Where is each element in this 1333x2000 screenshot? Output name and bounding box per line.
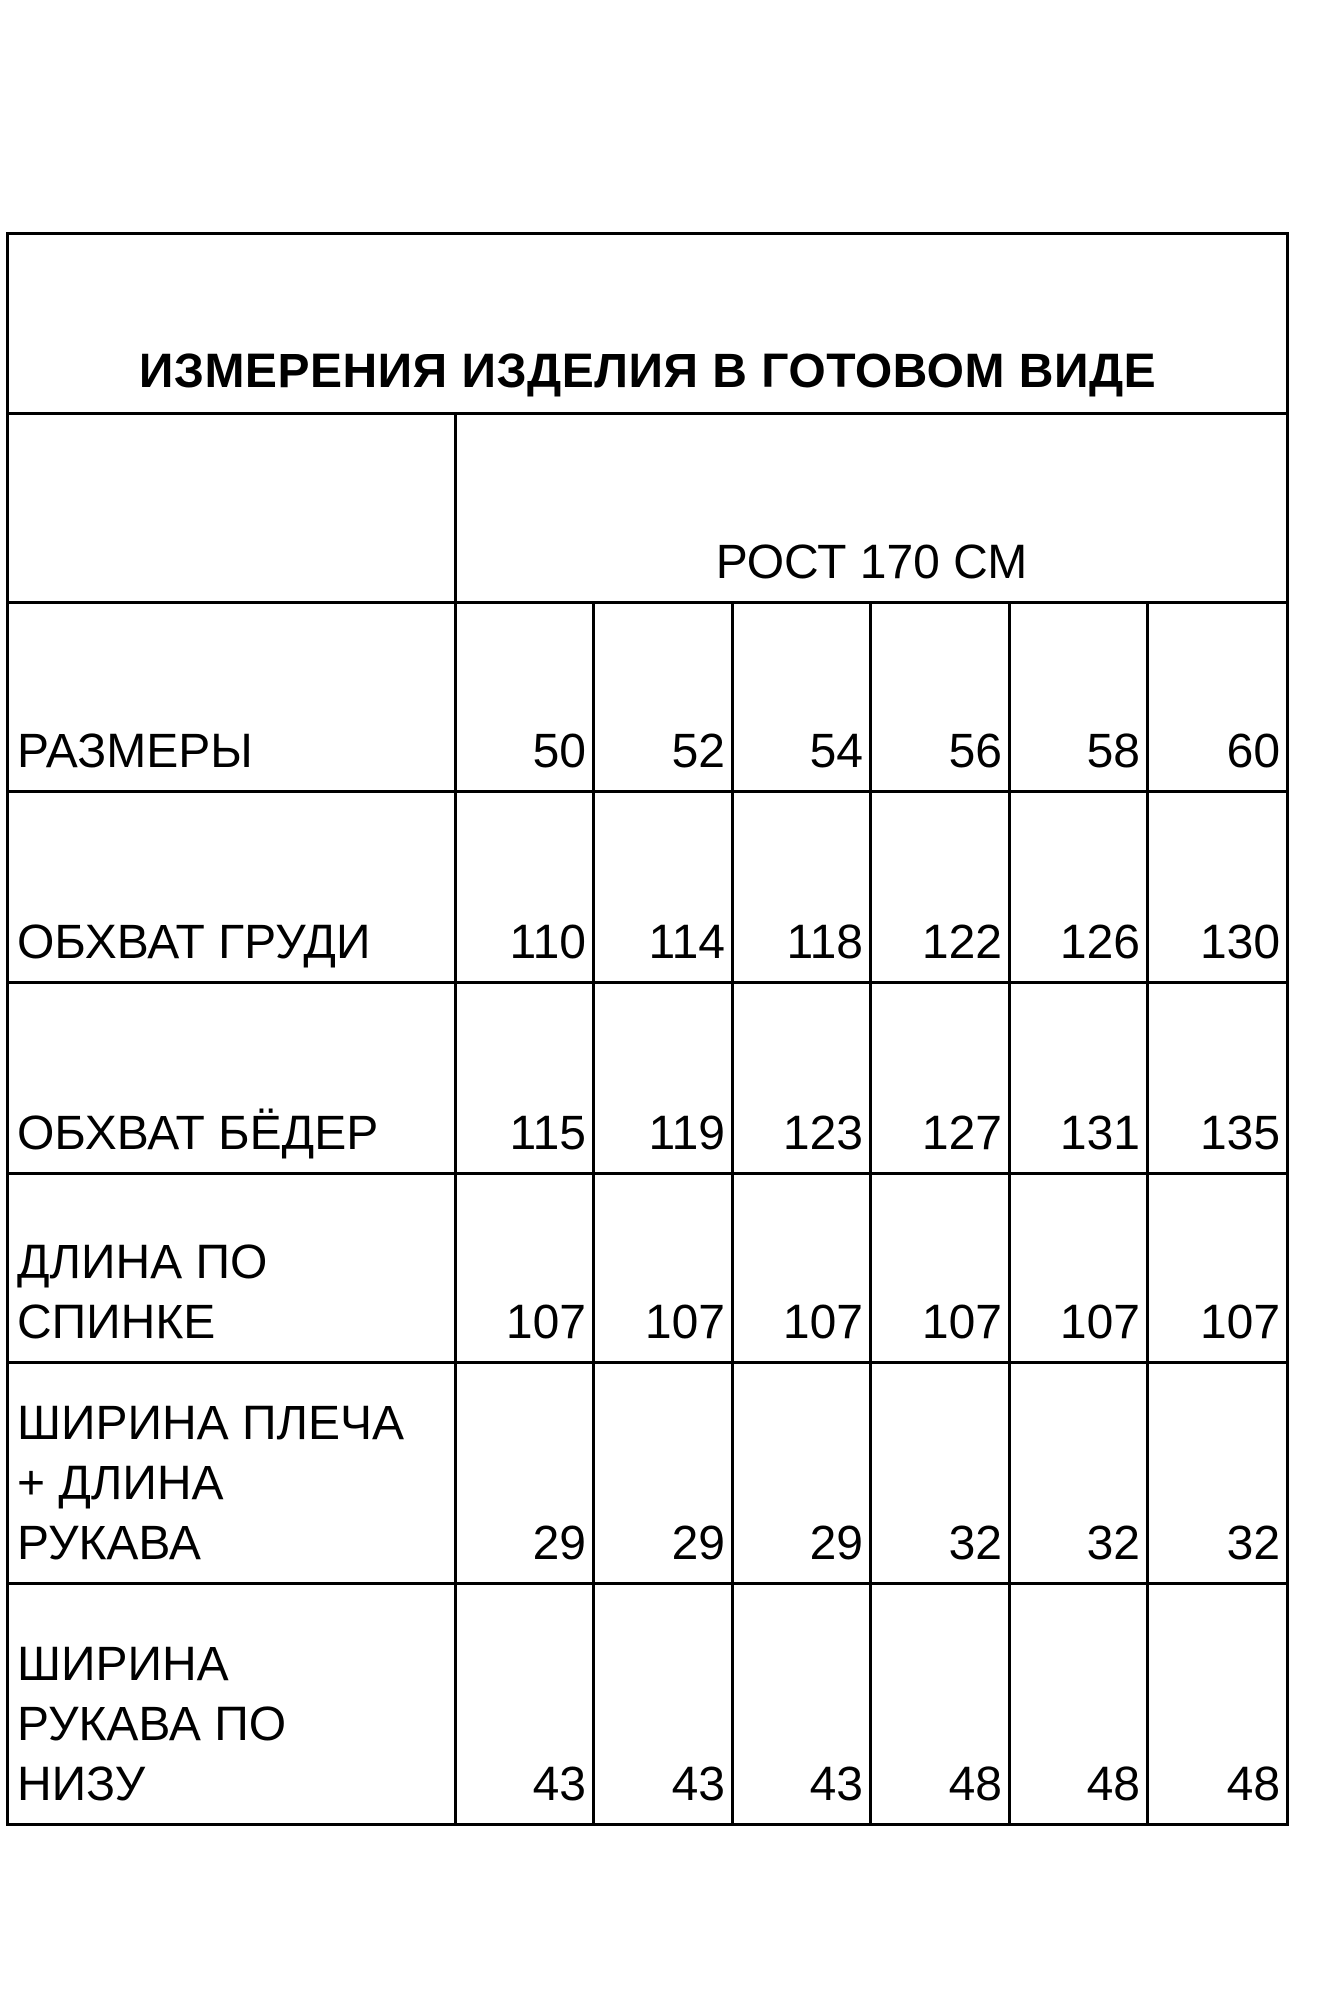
corner-cell	[8, 414, 456, 603]
row-label: ШИРИНА ПЛЕЧА + ДЛИНА РУКАВА	[8, 1363, 456, 1584]
measurement-value: 29	[733, 1363, 871, 1584]
measurement-value: 107	[871, 1174, 1010, 1363]
table-title: ИЗМЕРЕНИЯ ИЗДЕЛИЯ В ГОТОВОМ ВИДЕ	[8, 234, 1288, 414]
measurement-row-back-length	[8, 1174, 1288, 1363]
measurement-value: 119	[594, 983, 733, 1174]
measurement-value: 43	[594, 1584, 733, 1825]
size-chart-sheet	[6, 232, 1286, 1811]
row-label: ОБХВАТ ГРУДИ	[8, 792, 456, 983]
measurement-value: 48	[871, 1584, 1010, 1825]
size-value: 52	[594, 603, 733, 792]
row-label: РАЗМЕРЫ	[8, 603, 456, 792]
measurement-value: 48	[1148, 1584, 1288, 1825]
measurement-row-chest	[8, 792, 1288, 983]
row-label: ДЛИНА ПО СПИНКЕ	[8, 1174, 456, 1363]
measurement-value: 48	[1010, 1584, 1148, 1825]
measurement-value: 118	[733, 792, 871, 983]
sizes-row	[8, 603, 1288, 792]
measurement-value: 107	[1148, 1174, 1288, 1363]
title-row	[8, 234, 1288, 414]
measurement-value: 135	[1148, 983, 1288, 1174]
measurement-value: 110	[456, 792, 594, 983]
measurement-value: 126	[1010, 792, 1148, 983]
size-value: 50	[456, 603, 594, 792]
measurement-row-shoulder-sleeve	[8, 1363, 1288, 1584]
measurement-value: 32	[1010, 1363, 1148, 1584]
size-value: 54	[733, 603, 871, 792]
size-chart-table	[6, 232, 1289, 1826]
measurement-value: 43	[733, 1584, 871, 1825]
measurement-value: 122	[871, 792, 1010, 983]
measurement-row-sleeve-cuff	[8, 1584, 1288, 1825]
measurement-row-hips	[8, 983, 1288, 1174]
measurement-value: 107	[1010, 1174, 1148, 1363]
measurement-value: 107	[456, 1174, 594, 1363]
measurement-value: 43	[456, 1584, 594, 1825]
measurement-value: 127	[871, 983, 1010, 1174]
measurement-value: 130	[1148, 792, 1288, 983]
measurement-value: 107	[733, 1174, 871, 1363]
size-value: 60	[1148, 603, 1288, 792]
row-label: ШИРИНА РУКАВА ПО НИЗУ	[8, 1584, 456, 1825]
measurement-value: 32	[1148, 1363, 1288, 1584]
measurement-value: 114	[594, 792, 733, 983]
measurement-value: 32	[871, 1363, 1010, 1584]
measurement-value: 115	[456, 983, 594, 1174]
row-label: ОБХВАТ БЁДЕР	[8, 983, 456, 1174]
size-value: 56	[871, 603, 1010, 792]
measurement-value: 123	[733, 983, 871, 1174]
measurement-value: 107	[594, 1174, 733, 1363]
height-row	[8, 414, 1288, 603]
size-value: 58	[1010, 603, 1148, 792]
measurement-value: 131	[1010, 983, 1148, 1174]
measurement-value: 29	[456, 1363, 594, 1584]
height-label: РОСТ 170 СМ	[456, 414, 1288, 603]
measurement-value: 29	[594, 1363, 733, 1584]
